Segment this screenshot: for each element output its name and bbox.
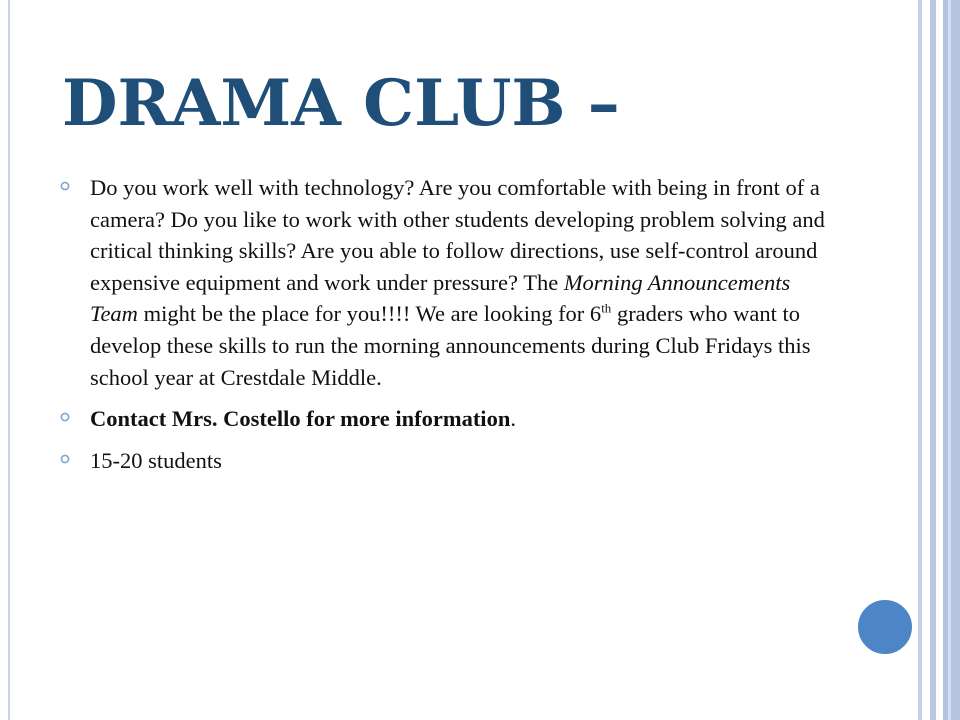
contact-tail: . — [510, 406, 516, 432]
contact-text: Contact Mrs. Costello for more information — [90, 406, 511, 432]
capacity-text: 15-20 students — [90, 447, 222, 473]
right-stripe — [948, 0, 951, 720]
bullet-item-contact — [60, 403, 840, 435]
description-text: graders who want to develop these skills to run the morning announcements during Club Fridays this school year at Crestdale Middle. — [90, 301, 811, 390]
bullet-list — [60, 172, 840, 486]
description-text: Do you work well with technology? Are you comfortable with being in front of a camera? Do you like to work with other students developing problem solving and critical thinking skills? Are you able to follow directions, use self-control around expensive equipment and work under pressure? The — [90, 175, 825, 295]
right-stripe — [918, 0, 922, 720]
description-text: might be the place for you!!!! We are looking for 6 — [137, 301, 602, 327]
bullet-icon — [60, 412, 70, 422]
bullet-item-description — [60, 172, 840, 393]
left-border-line — [8, 0, 10, 720]
right-stripe — [943, 0, 960, 720]
team-name: Morning Announcements Team — [90, 269, 791, 327]
right-stripe — [930, 0, 936, 720]
slide-title: DRAMA CLUB – — [62, 66, 620, 141]
bullet-icon — [60, 181, 70, 191]
decorative-circle — [856, 598, 914, 656]
bullet-item-capacity — [60, 445, 840, 477]
ordinal-suffix: th — [601, 300, 612, 316]
bullet-icon — [60, 454, 70, 464]
